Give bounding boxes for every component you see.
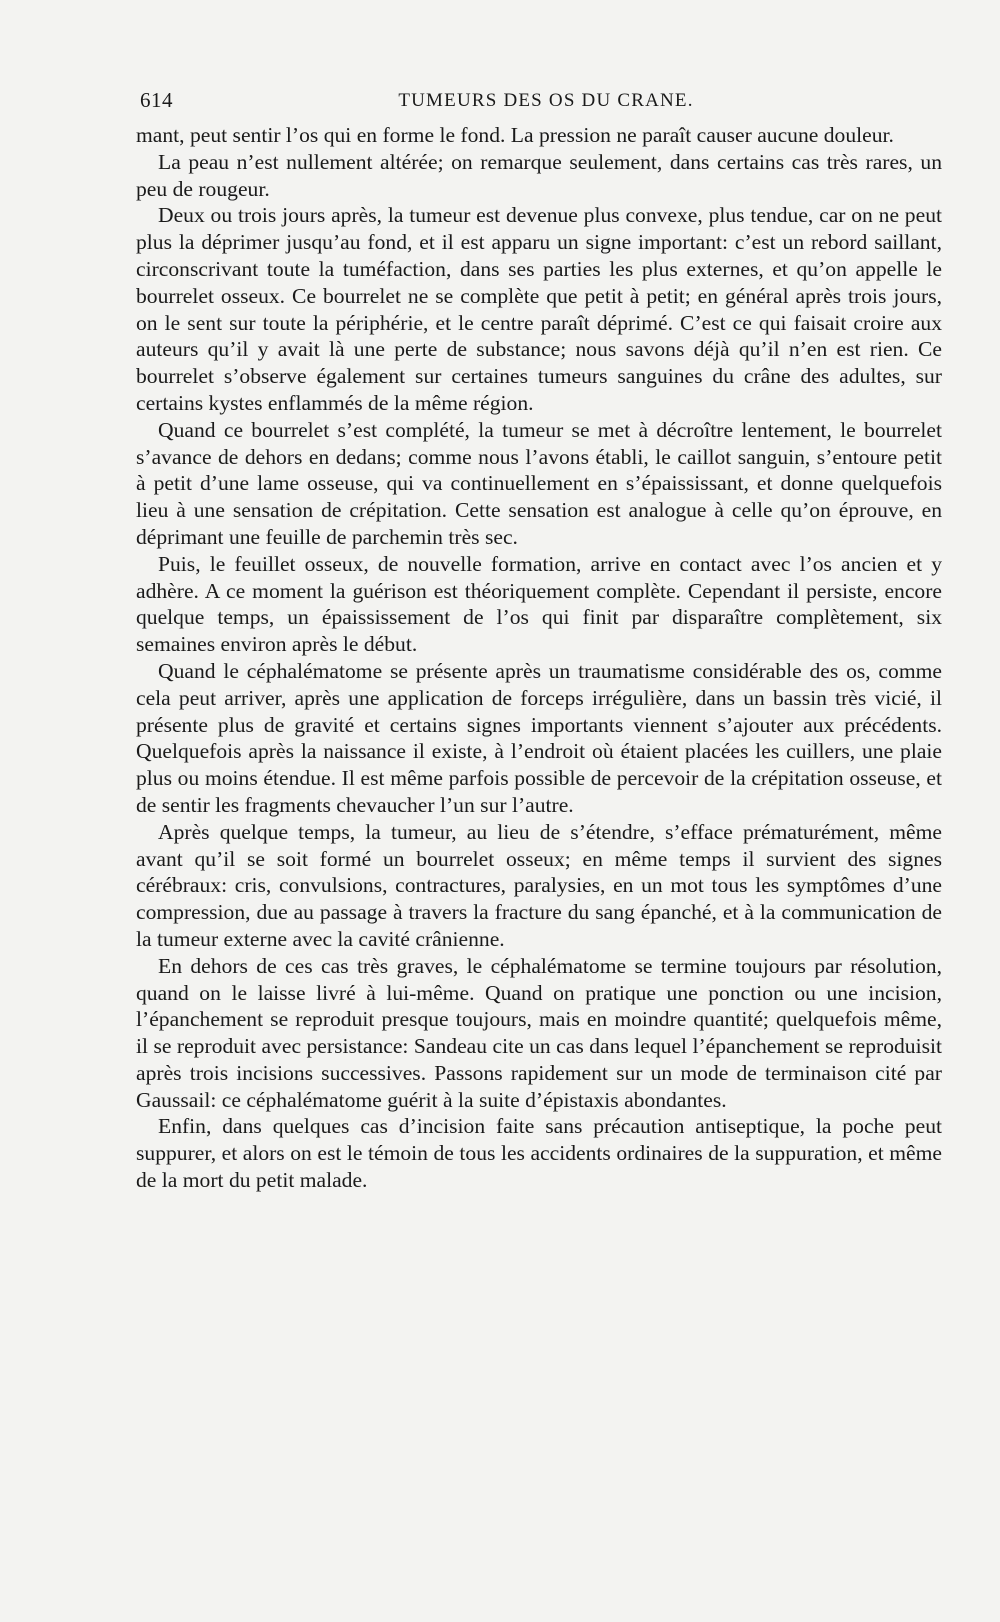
- running-title: TUMEURS DES OS DU CRANE.: [398, 90, 694, 111]
- paragraph: En dehors de ces cas très graves, le céphalématome se termine toujours par résolution, quand on le laisse livré à lui-même. Quand on pratique une ponction ou une incision, l’épanchement se reproduit presque toujours, mais en moindre quantité; quelquefois même, il se reproduit avec persistance: Sandeau cite un cas dans lequel l’épanchement se reproduisit après trois incisions successives. Passons rapidement sur un mode de terminaison cité par Gaussail: ce céphalématome guérit à la suite d’épistaxis abondantes.: [136, 953, 942, 1112]
- body-text: [136, 122, 942, 1194]
- paragraph: Deux ou trois jours après, la tumeur est devenue plus convexe, plus tendue, car on ne peut plus la déprimer jusqu’au fond, et il est apparu un signe important: c’est un rebord saillant, circonscrivant toute la tuméfaction, dans ses parties les plus externes, et qu’on appelle le bourrelet osseux. Ce bourrelet ne se complète que petit à petit; en général après trois jours, on le sent sur toute la périphérie, et le centre paraît déprimé. C’est ce qui faisait croire aux auteurs qu’il y avait là une perte de substance; nous savons déjà qu’il n’en est rien. Ce bourrelet s’observe également sur certaines tumeurs sanguines du crâne des adultes, sur certains kystes enflammés de la même région.: [136, 203, 942, 415]
- paragraph: Quand ce bourrelet s’est complété, la tumeur se met à décroître lentement, le bourrelet s’avance de dehors en dedans; comme nous l’avons établi, le caillot sanguin, s’entoure petit à petit d’une lame osseuse, qui va continuellement en s’épaississant, et donne quelquefois lieu à une sensation de crépitation. Cette sensation est analogue à celle qu’on éprouve, en déprimant une feuille de parchemin très sec.: [136, 417, 942, 549]
- paragraph: Après quelque temps, la tumeur, au lieu de s’étendre, s’efface prématurément, même avant qu’il se soit formé un bourrelet osseux; en même temps il survient des signes cérébraux: cris, convulsions, contractures, paralysies, en un mot tous les symptômes d’une compression, due au passage à travers la fracture du sang épanché, et à la communication de la tumeur externe avec la cavité crânienne.: [136, 819, 942, 951]
- paragraph: Quand le céphalématome se présente après un traumatisme considérable des os, comme cela peut arriver, après une application de forceps irrégulière, dans un bassin très vicié, il présente plus de gravité et certains signes importants viennent s’ajouter aux précédents. Quelquefois après la naissance il existe, à l’endroit où étaient placées les cuillers, une plaie plus ou moins étendue. Il est même parfois possible de percevoir de la crépitation osseuse, et de sentir les fragments chevaucher l’un sur l’autre.: [136, 658, 942, 817]
- page-number: 614: [140, 88, 173, 112]
- paragraph: La peau n’est nullement altérée; on remarque seulement, dans certains cas très rares, un peu de rougeur.: [136, 149, 942, 201]
- paragraph: Puis, le feuillet osseux, de nouvelle formation, arrive en contact avec l’os ancien et y adhère. A ce moment la guérison est théoriquement complète. Cependant il persiste, encore quelque temps, un épaississement de l’os qui finit par disparaître complètement, six semaines environ après le début.: [136, 551, 942, 657]
- page-header: [140, 88, 952, 116]
- paragraph: Enfin, dans quelques cas d’incision faite sans précaution antiseptique, la poche peut suppurer, et alors on est le témoin de tous les accidents ordinaires de la suppuration, et même de la mort du petit malade.: [136, 1114, 942, 1193]
- paragraph: mant, peut sentir l’os qui en forme le fond. La pression ne paraît causer aucune douleur.: [136, 123, 894, 147]
